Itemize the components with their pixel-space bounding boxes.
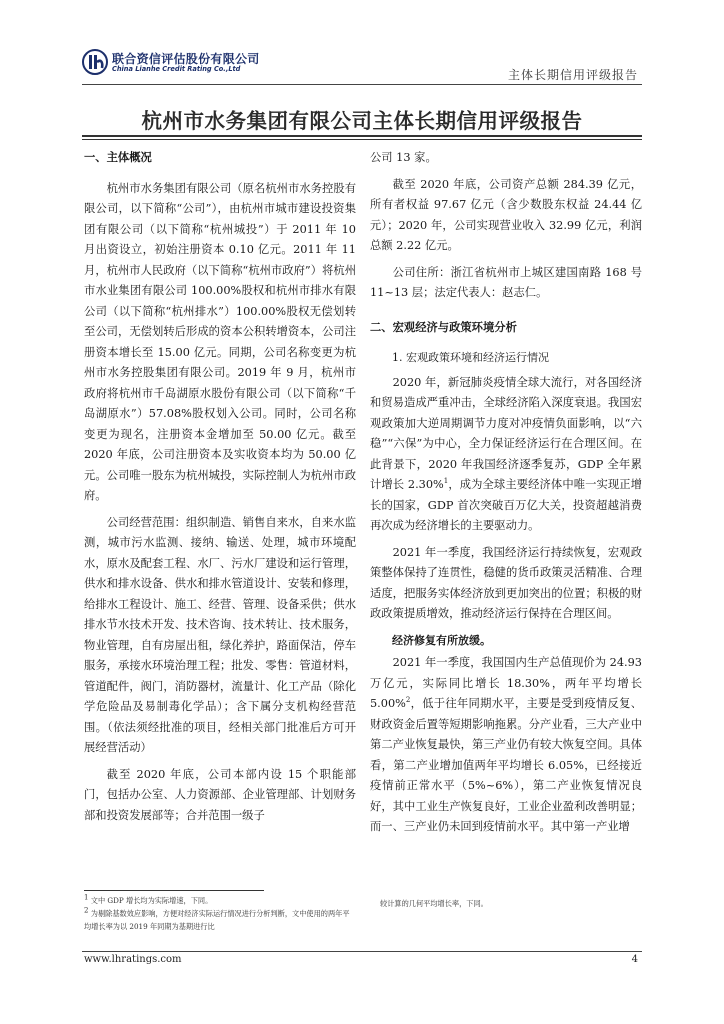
paragraph-business-scope: 公司经营范围：组织制造、销售自来水，自来水监测，城市污水监测、接纳、输送、处理，城市环境配水，原水及配套工程、水厂、污水厂建设和运行管理，供水和排水设备、供水和排水管道设计、安装和修理，给排水工程设计、施工、经营、管理、设备采供；供水排水节水技术开发、技术咨询、技术转让、技术服务，物业管理，自有房屋出租，绿化养护，路面保洁，停车服务，承接水环境治理工程；批发、零售：管道材料，管道配件，阀门，消防器材，流量计、化工产品（除化学危险品及易制毒化学品）；含下属分支机构经营范围。（依法须经批准的项目，经相关部门批准后方可开展经营活动）: [84, 515, 356, 754]
footnotes-left: [84, 894, 356, 933]
paragraph-subsidiaries-count: 公司 13 家。: [370, 151, 437, 164]
paragraph-2021q1-policy: 2021 年一季度，我国经济运行持续恢复，宏观政策整体保持了连贯性，稳健的货币政策灵活精准、合理适度，把服务实体经济放到更加突出的位置；积极的财政政策提质增效，推动经济运行保持在合理区间。: [370, 545, 642, 620]
paragraph-2020-economy: 2020 年，新冠肺炎疫情全球大流行，对各国经济和贸易造成严重冲击，全球经济陷入深度衰退。我国宏观政策加大逆周期调节力度对冲疫情负面影响，以“六稳”“六保”为中心，全力保证经济运行在合理区间。在此背景下，2020 年我国经济逐季复苏，GDP 全年累计增长 2.30%$^1$，成为全球主要经济体中唯一实现正增长的国家，GDP 首次突破百万亿大关，投资超越消费再次成为经济增长的主要驱动力。: [370, 375, 642, 532]
footnote-2: $^2$ 为剔除基数效应影响，方便对经济实际运行情况进行分析判断，文中使用的两年平均增长率为以 2019 年同期为基期进行比: [84, 906, 350, 931]
footnote-2-continued: 较计算的几何平均增长率，下同。: [380, 899, 488, 908]
title-divider-thick: [82, 135, 642, 137]
lianhe-logo-icon: [82, 49, 108, 75]
footnote-1: $^1$ 文中 GDP 增长均为实际增速，下同。: [84, 893, 213, 905]
page-number: 4: [631, 954, 638, 965]
paragraph-address: 公司住所：浙江省杭州市上城区建国南路 168 号 11~13 层；法定代表人：赵志仁。: [370, 265, 642, 299]
title-divider-thin: [82, 139, 642, 140]
paragraph-financials: 截至 2020 年底，公司资产总额 284.39 亿元，所有者权益 97.67 亿元（含少数股东权益 24.44 亿元）；2020 年，公司实现营业收入 32.99 亿元，利润总额 2.22 亿元。: [370, 177, 642, 252]
header-divider: [82, 84, 642, 85]
footnote-ref-1: 1: [443, 477, 449, 486]
left-column: [84, 148, 356, 832]
running-header: 主体长期信用评级报告: [507, 68, 638, 82]
footnote-divider: [84, 890, 264, 891]
section-heading-entity-overview: 一、主体概况: [84, 151, 152, 164]
paragraph-history: 杭州市水务集团有限公司（原名杭州市水务控股有限公司，以下简称“公司”），由杭州市城市建设投资集团有限公司（以下简称“杭州城投”）于 2011 年 10 月出资设立，初始注册资本 0.10 亿元。2011 年 11 月，杭州市人民政府（以下简称“杭州市政府”）将杭州市水业集团有限公司 100.00%股权和杭州市排水有限公司（以下简称“杭州排水”）100.00%股权无偿划转至公司，无偿划转后形成的资本公积转增资本，公司注册资本增长至 15.00 亿元。同期，公司名称变更为杭州市水务控股集团有限公司。2019 年 9 月，杭州市政府将杭州市千岛湖原水股份有限公司（以下简称“千岛湖原水”）57.08%股权划入公司。同时，公司名称变更为现名，注册资本金增加至 50.00 亿元。截至 2020 年底，公司注册资本及实收资本均为 50.00 亿元。公司唯一股东为杭州城投，实际控制人为杭州市政府。: [84, 181, 356, 502]
logo-company-name-cn: 联合资信评估股份有限公司: [112, 52, 260, 66]
logo-company-name-en: China Lianhe Credit Rating Co.,Ltd: [112, 65, 241, 73]
footnote-ref-2: 2: [405, 696, 411, 705]
company-logo: [82, 49, 282, 79]
subheading-recovery-slowdown: 经济修复有所放缓。: [392, 633, 491, 647]
subheading-macro-policy: 1. 宏观政策环境和经济运行情况: [392, 351, 549, 364]
paragraph-2021q1-gdp: 2021 年一季度，我国国内生产总值现价为 24.93 万亿元，实际同比增长 18.30%，两年平均增长 5.00%$^2$，低于往年同期水平，主要是受到疫情反复、财政资金后置等短期影响拖累。分产业看，三大产业中第二产业恢复最快，第三产业仍有较大恢复空间。具体看，第二产业增加值两年平均增长 6.05%，已经接近疫情前正常水平（5%~6%），第二产业恢复情况良好，其中工业生产恢复良好，工业企业盈利改善明显；而一、三产业仍未回到疫情前水平。其中第一产业增: [370, 656, 642, 833]
paragraph-organization: 截至 2020 年底，公司本部内设 15 个职能部门，包括办公室、人力资源部、企业管理部、计划财务部和投资发展部等；合并范围一级子: [84, 767, 356, 822]
section-heading-macro: 二、宏观经济与政策环境分析: [370, 320, 517, 334]
footer-divider: [82, 951, 642, 952]
footer-website-link[interactable]: www.lhratings.com: [84, 954, 182, 965]
right-column: [370, 148, 642, 844]
document-title: 杭州市水务集团有限公司主体长期信用评级报告: [141, 109, 583, 133]
